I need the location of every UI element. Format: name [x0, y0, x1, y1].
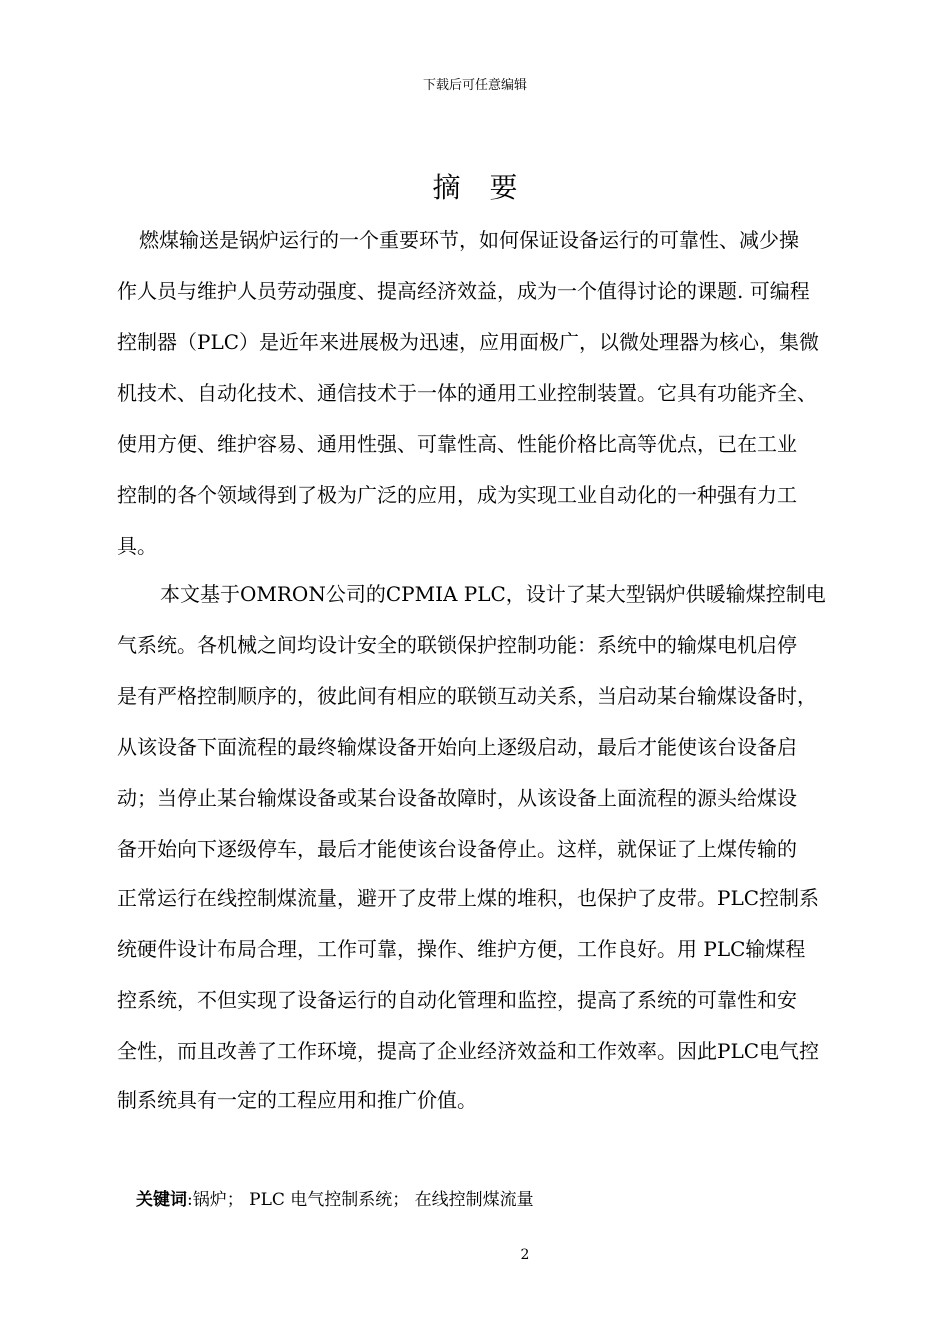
paragraph2-line: 本文基于OMRON公司的CPMIA PLC，设计了某大型锅炉供暖输煤控制电	[160, 582, 826, 606]
paragraph2-line: 全性，而且改善了工作环境，提高了企业经济效益和工作效率。因此PLC电气控	[117, 1039, 820, 1063]
keywords-colon: :	[187, 1190, 193, 1210]
paragraph1-line: 使用方便、维护容易、通用性强、可靠性高、性能价格比高等优点，已在工业	[117, 432, 797, 456]
page-number: 2	[520, 1247, 530, 1263]
paragraph2-line: 从该设备下面流程的最终输煤设备开始向上逐级启动，最后才能使该台设备启	[117, 735, 797, 759]
paragraph2-line: 控系统，不但实现了设备运行的自动化管理和监控，提高了系统的可靠性和安	[117, 988, 797, 1012]
paragraph2-line: 动；当停止某台输煤设备或某台设备故障时，从该设备上面流程的源头给煤设	[117, 786, 797, 810]
paragraph1-line: 具。	[117, 534, 157, 558]
paragraph1-line: 控制器（PLC）是近年来进展极为迅速，应用面极广，以微处理器为核心，集微	[117, 330, 820, 354]
keywords-value: 锅炉； PLC 电气控制系统； 在线控制煤流量	[192, 1190, 534, 1210]
header-note: 下载后可任意编辑	[422, 78, 527, 93]
keywords-label: 关键词	[136, 1190, 187, 1210]
paragraph1-line: 燃煤输送是锅炉运行的一个重要环节，如何保证设备运行的可靠性、减少操	[139, 228, 799, 252]
paragraph1-line: 作人员与维护人员劳动强度、提高经济效益，成为一个值得讨论的课题. 可编程	[117, 279, 810, 303]
paragraph2-line: 制系统具有一定的工程应用和推广价值。	[117, 1088, 477, 1112]
page-title: 摘 要	[432, 171, 528, 204]
keywords	[136, 1188, 534, 1212]
paragraph2-line: 统硬件设计布局合理，工作可靠，操作、维护方便，工作良好。用 PLC输煤程	[117, 937, 806, 961]
paragraph2-line: 正常运行在线控制煤流量，避开了皮带上煤的堆积，也保护了皮带。PLC控制系	[117, 886, 820, 910]
paragraph2-line: 气系统。各机械之间均设计安全的联锁保护控制功能：系统中的输煤电机启停	[117, 633, 797, 657]
paragraph2-line: 是有严格控制顺序的，彼此间有相应的联锁互动关系，当启动某台输煤设备时，	[117, 684, 817, 708]
paragraph2-line: 备开始向下逐级停车，最后才能使该台设备停止。这样，就保证了上煤传输的	[117, 837, 797, 861]
paragraph1-line: 机技术、自动化技术、通信技术于一体的通用工业控制装置。它具有功能齐全、	[117, 381, 817, 405]
paragraph1-line: 控制的各个领域得到了极为广泛的应用，成为实现工业自动化的一种强有力工	[117, 483, 797, 507]
